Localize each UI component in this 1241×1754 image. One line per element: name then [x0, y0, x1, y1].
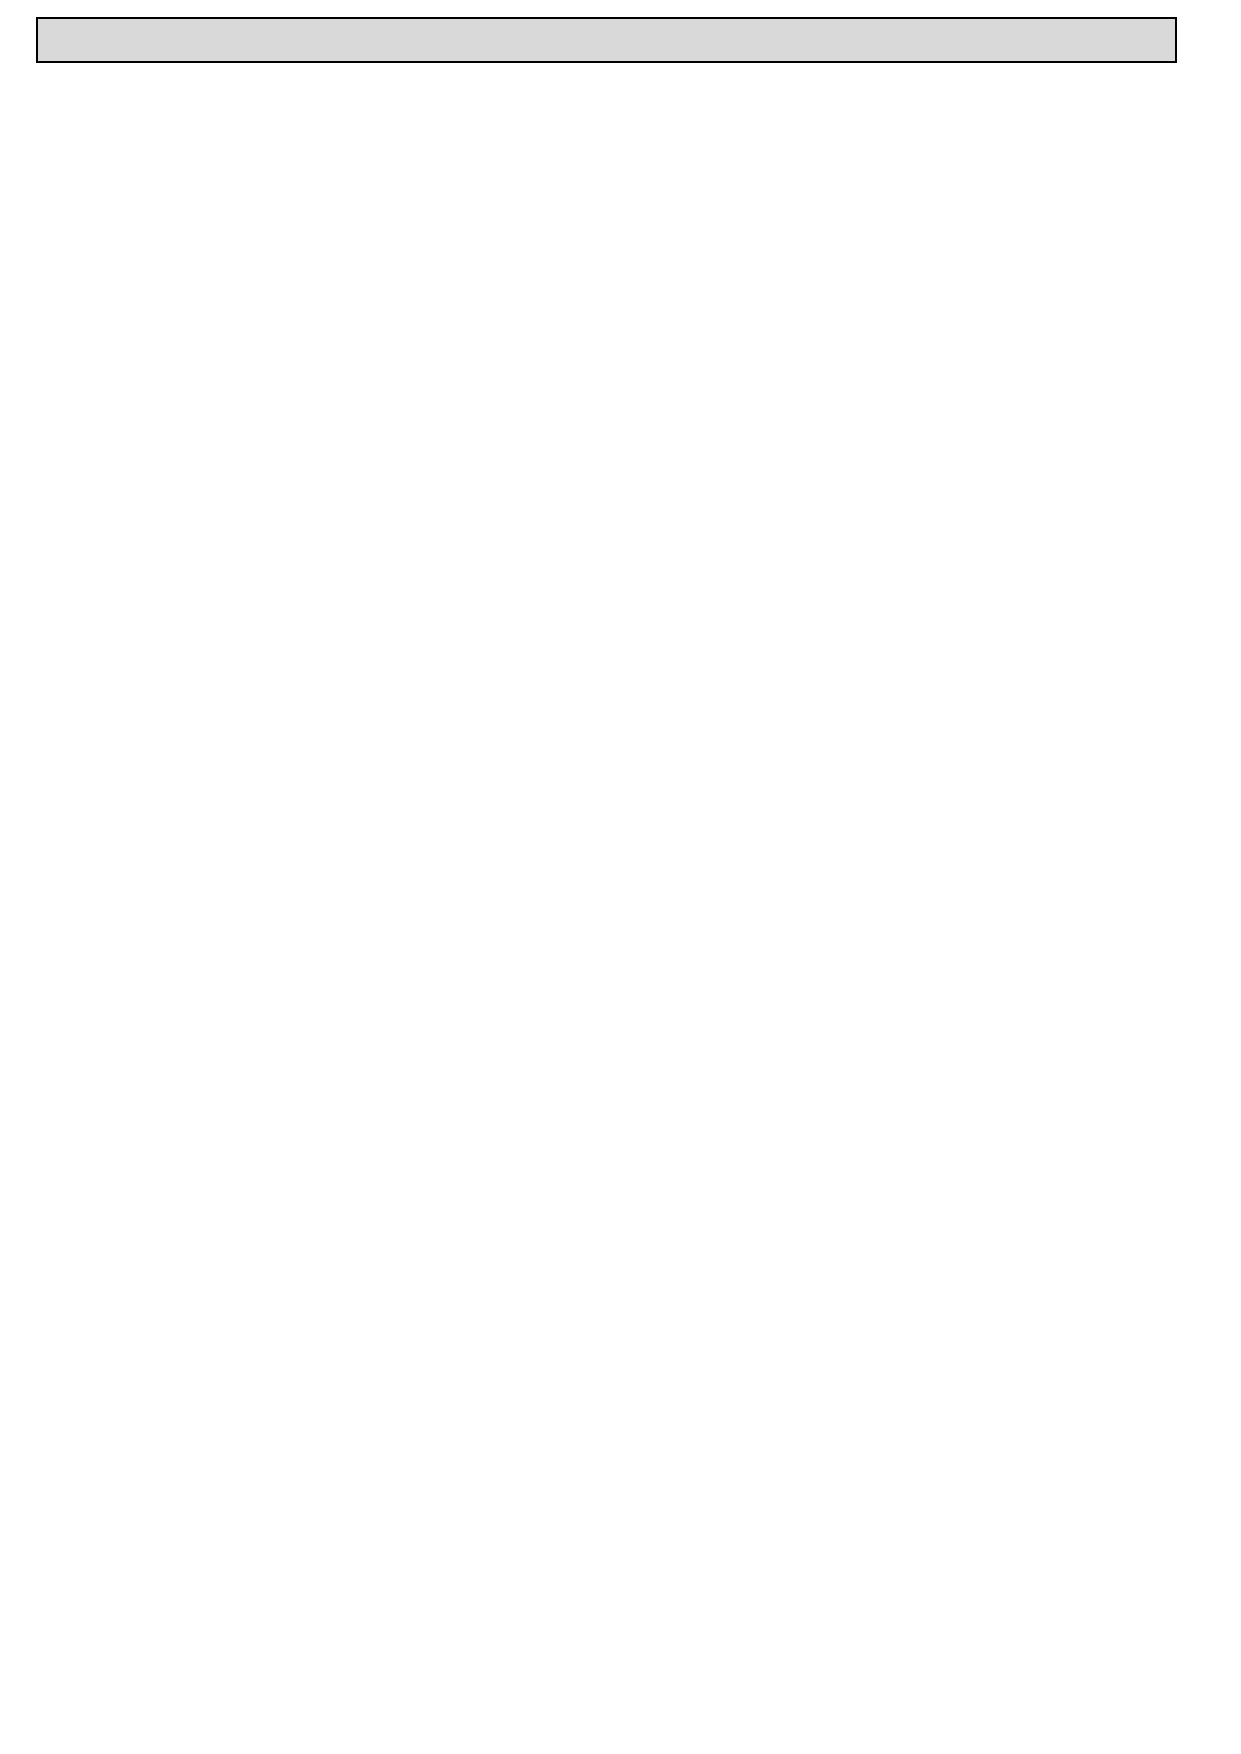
title-bar — [36, 17, 1177, 63]
